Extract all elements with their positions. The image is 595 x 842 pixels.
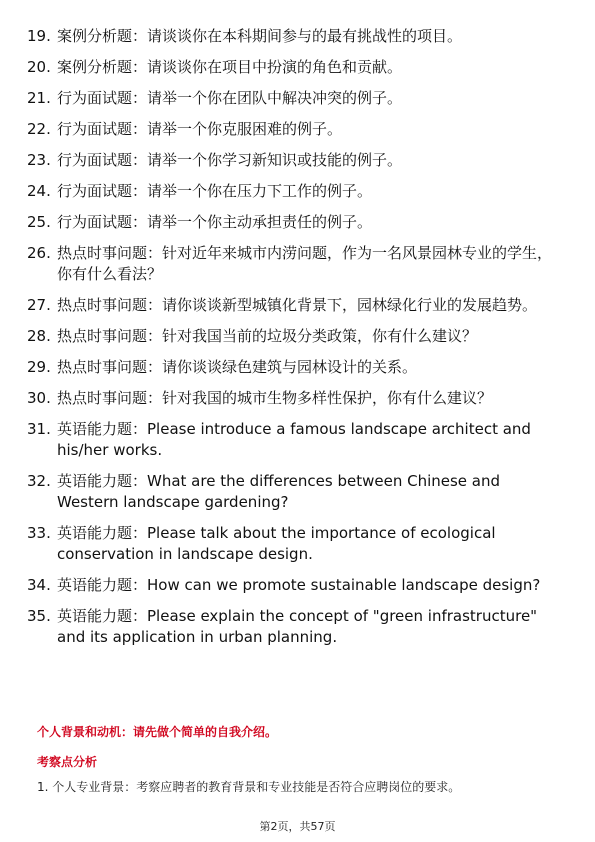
question-number: 30.	[27, 389, 51, 407]
question-text: 英语能力题：Please introduce a famous landscape architect and his/her works.	[57, 420, 531, 459]
question-item	[27, 26, 567, 47]
question-item	[27, 150, 567, 171]
question-text: 热点时事问题：针对我国当前的垃圾分类政策，你有什么建议？	[57, 327, 478, 345]
question-number: 27.	[27, 296, 51, 314]
question-number: 22.	[27, 120, 51, 138]
question-text: 热点时事问题：针对近年来城市内涝问题，作为一名风景园林专业的学生，你有什么看法？	[57, 244, 553, 283]
question-text: 热点时事问题：请你谈谈绿色建筑与园林设计的关系。	[57, 358, 418, 376]
question-text: 行为面试题：请举一个你主动承担责任的例子。	[57, 213, 373, 231]
question-text: 行为面试题：请举一个你学习新知识或技能的例子。	[57, 151, 403, 169]
question-item	[27, 181, 567, 202]
question-number: 33.	[27, 524, 51, 542]
question-number: 34.	[27, 576, 51, 594]
question-item	[27, 326, 567, 347]
question-item	[27, 243, 567, 285]
question-text: 英语能力题：What are the differences between Chinese and Western landscape gardening?	[57, 472, 501, 511]
question-number: 23.	[27, 151, 51, 169]
question-item	[27, 57, 567, 78]
question-item	[27, 212, 567, 233]
question-item	[27, 119, 567, 140]
question-item	[27, 419, 567, 461]
question-number: 19.	[27, 27, 51, 45]
question-number: 26.	[27, 244, 51, 262]
question-number: 29.	[27, 358, 51, 376]
question-item	[27, 388, 567, 409]
page-footer: 第2页，共57页	[259, 820, 336, 833]
question-number: 28.	[27, 327, 51, 345]
question-number: 32.	[27, 472, 51, 490]
question-item	[27, 575, 567, 596]
question-item	[27, 295, 567, 316]
question-number: 31.	[27, 420, 51, 438]
question-item	[27, 523, 567, 565]
question-text: 行为面试题：请举一个你在压力下工作的例子。	[57, 182, 373, 200]
question-number: 25.	[27, 213, 51, 231]
question-text: 英语能力题：Please talk about the importance of ecological conservation in landscape design.	[57, 524, 496, 563]
question-number: 20.	[27, 58, 51, 76]
question-item	[27, 606, 567, 648]
question-text: 案例分析题：请谈谈你在项目中扮演的角色和贡献。	[57, 58, 403, 76]
question-item	[27, 357, 567, 378]
analysis-subtitle: 考察点分析	[37, 755, 98, 769]
question-item	[27, 471, 567, 513]
question-number: 35.	[27, 607, 51, 625]
question-text: 热点时事问题：请你谈谈新型城镇化背景下，园林绿化行业的发展趋势。	[57, 296, 538, 314]
section-title: 个人背景和动机：请先做个简单的自我介绍。	[37, 725, 278, 739]
question-text: 英语能力题：Please explain the concept of "green infrastructure" and its application in urban planning.	[57, 607, 538, 646]
question-item	[27, 88, 567, 109]
question-text: 英语能力题：How can we promote sustainable landscape design?	[57, 576, 541, 594]
analysis-point: 1. 个人专业背景：考察应聘者的教育背景和专业技能是否符合应聘岗位的要求。	[37, 780, 461, 794]
question-number: 24.	[27, 182, 51, 200]
question-number: 21.	[27, 89, 51, 107]
question-list	[27, 26, 567, 658]
question-text: 案例分析题：请谈谈你在本科期间参与的最有挑战性的项目。	[57, 27, 463, 45]
question-text: 行为面试题：请举一个你在团队中解决冲突的例子。	[57, 89, 403, 107]
question-text: 行为面试题：请举一个你克服困难的例子。	[57, 120, 343, 138]
question-text: 热点时事问题：针对我国的城市生物多样性保护，你有什么建议？	[57, 389, 493, 407]
